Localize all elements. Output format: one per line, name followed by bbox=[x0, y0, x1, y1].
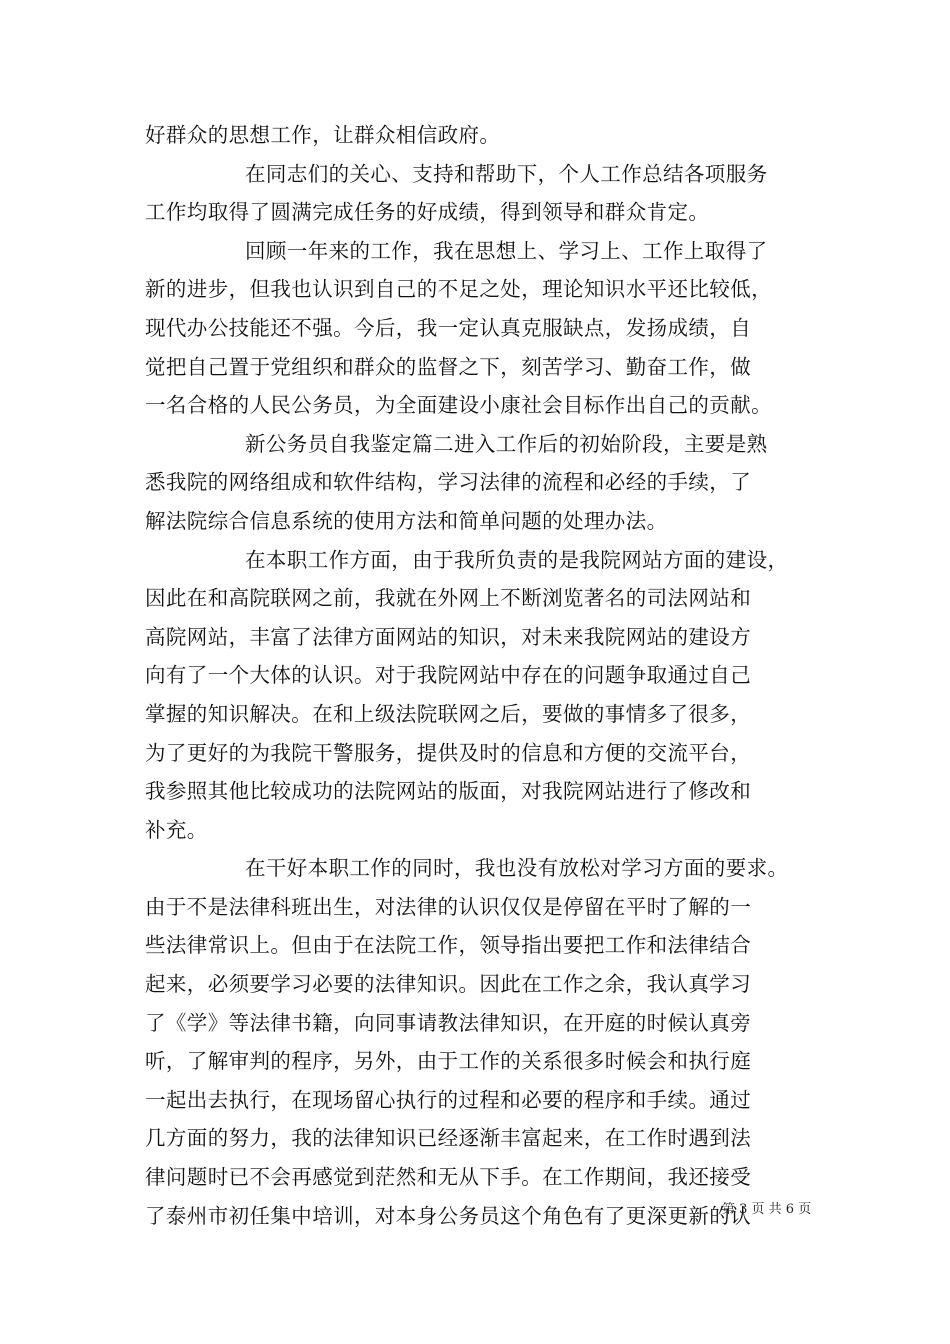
text-line: 了《学》等法律书籍，向同事请教法律知识，在开庭的时候认真旁 bbox=[145, 1010, 752, 1035]
text-line: 律问题时已不会再感觉到茫然和无从下手。在工作期间，我还接受 bbox=[145, 1165, 752, 1190]
text-line: 在干好本职工作的同时，我也没有放松对学习方面的要求。 bbox=[245, 856, 789, 881]
text-line: 新的进步，但我也认识到自己的不足之处，理论知识水平还比较低， bbox=[145, 277, 772, 302]
text-line: 向有了一个大体的认识。对于我院网站中存在的问题争取通过自己 bbox=[145, 663, 752, 688]
text-line: 在本职工作方面，由于我所负责的是我院网站方面的建设， bbox=[245, 547, 789, 572]
paragraph bbox=[145, 425, 825, 541]
text-line: 新公务员自我鉴定篇二进入工作后的初始阶段，主要是熟 bbox=[245, 431, 768, 456]
text-line: 补充。 bbox=[145, 817, 208, 842]
text-line: 我参照其他比较成功的法院网站的版面，对我院网站进行了修改和 bbox=[145, 779, 752, 804]
text-line: 些法律常识上。但由于在法院工作，领导指出要把工作和法律结合 bbox=[145, 933, 752, 958]
text-line: 解法院综合信息系统的使用方法和简单问题的处理办法。 bbox=[145, 508, 668, 533]
text-line: 回顾一年来的工作，我在思想上、学习上、工作上取得了 bbox=[245, 238, 768, 263]
paragraph bbox=[145, 541, 825, 850]
text-line: 由于不是法律科班出生，对法律的认识仅仅是停留在平时了解的一 bbox=[145, 894, 752, 919]
text-line: 听，了解审判的程序，另外，由于工作的关系很多时候会和执行庭 bbox=[145, 1049, 752, 1074]
text-line: 一起出去执行，在现场留心执行的过程和必要的程序和手续。通过 bbox=[145, 1087, 752, 1112]
text-line: 悉我院的网络组成和软件结构，学习法律的流程和必经的手续，了 bbox=[145, 470, 752, 495]
text-line: 高院网站，丰富了法律方面网站的知识，对未来我院网站的建设方 bbox=[145, 624, 752, 649]
text-line: 起来，必须要学习必要的法律知识。因此在工作之余，我认真学习 bbox=[145, 972, 752, 997]
paragraph bbox=[145, 232, 825, 425]
text-line: 因此在和高院联网之前，我就在外网上不断浏览著名的司法网站和 bbox=[145, 586, 752, 611]
paragraph bbox=[145, 116, 825, 155]
text-line: 几方面的努力，我的法律知识已经逐渐丰富起来，在工作时遇到法 bbox=[145, 1126, 752, 1151]
page-number-footer: 第 3 页 共 6 页 bbox=[722, 1202, 812, 1217]
text-line: 好群众的思想工作，让群众相信政府。 bbox=[145, 123, 501, 147]
text-line: 觉把自己置于党组织和群众的监督之下，刻苦学习、勤奋工作，做 bbox=[145, 354, 752, 379]
paragraph bbox=[145, 849, 825, 1235]
text-line: 了泰州市初任集中培训，对本身公务员这个角色有了更深更新的认 bbox=[145, 1203, 752, 1228]
text-line: 一名合格的人民公务员，为全面建设小康社会目标作出自己的贡献。 bbox=[145, 393, 772, 418]
text-line: 在同志们的关心、支持和帮助下，个人工作总结各项服务 bbox=[245, 161, 768, 186]
paragraph bbox=[145, 155, 825, 232]
text-line: 现代办公技能还不强。今后，我一定认真克服缺点，发扬成绩，自 bbox=[145, 315, 752, 340]
document-body bbox=[145, 116, 825, 1235]
text-line: 为了更好的为我院干警服务，提供及时的信息和方便的交流平台， bbox=[145, 740, 752, 765]
text-line: 工作均取得了圆满完成任务的好成绩，得到领导和群众肯定。 bbox=[145, 200, 710, 225]
text-line: 掌握的知识解决。在和上级法院联网之后，要做的事情多了很多， bbox=[145, 701, 752, 726]
